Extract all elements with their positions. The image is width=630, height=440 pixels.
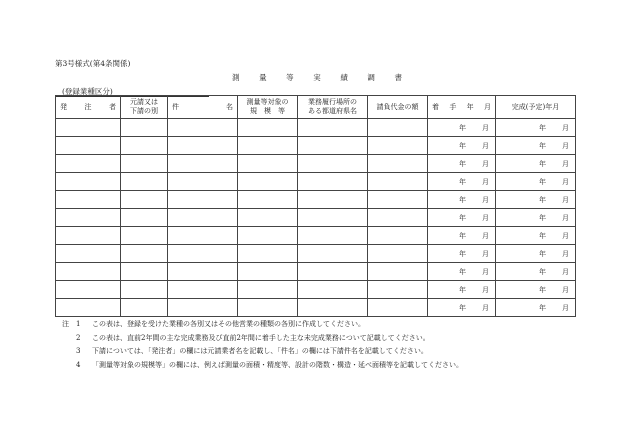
- header-survey-scale: [238, 96, 298, 119]
- year-label: 年: [539, 303, 546, 312]
- header-char: 月: [483, 102, 491, 111]
- cell-subcontract: [121, 209, 168, 227]
- table-row: [56, 173, 576, 191]
- cell-survey-scale: [238, 263, 298, 281]
- cell-completion: [496, 191, 576, 209]
- header-project-name: [168, 96, 238, 119]
- notes-lead-spacer: [62, 359, 76, 373]
- year-label: 年: [539, 195, 546, 204]
- header-char: 注: [84, 102, 92, 111]
- table-row: [56, 245, 576, 263]
- table-row: [56, 281, 576, 299]
- start-year-month: [428, 267, 495, 277]
- month-label: 月: [562, 303, 569, 312]
- month-label: 月: [562, 123, 569, 132]
- completion-year-month: [496, 285, 575, 295]
- cell-project-name: [168, 299, 238, 317]
- header-char: 件: [172, 102, 179, 111]
- cell-completion: [496, 209, 576, 227]
- year-label: 年: [539, 213, 546, 222]
- cell-contract-amount: [368, 191, 428, 209]
- header-row: [56, 96, 576, 119]
- note-text: 「測量等対象の規模等」の欄には、例えば測量の面積・精度等、設計の階数・構造・延べ面積等を記載してください。: [92, 360, 463, 369]
- cell-survey-scale: [238, 155, 298, 173]
- notes-lead: 注: [62, 320, 69, 328]
- title-char: 測: [232, 73, 240, 82]
- cell-survey-scale: [238, 137, 298, 155]
- start-year-month: [428, 195, 495, 205]
- title-char: 実: [313, 73, 321, 82]
- cell-completion: [496, 263, 576, 281]
- month-label: 月: [482, 285, 489, 294]
- cell-orderer: [56, 173, 121, 191]
- cell-location: [298, 119, 368, 137]
- cell-completion: [496, 299, 576, 317]
- start-year-month: [428, 141, 495, 151]
- start-year-month: [428, 159, 495, 169]
- cell-survey-scale: [238, 227, 298, 245]
- note-number: 3: [76, 347, 81, 355]
- header-line: 完成(予定)年月: [511, 102, 560, 111]
- cell-start: [428, 137, 496, 155]
- start-year-month: [428, 249, 495, 259]
- header-char: 手: [449, 102, 457, 111]
- rows-body: [56, 119, 576, 317]
- cell-location: [298, 209, 368, 227]
- cell-project-name: [168, 191, 238, 209]
- header-char: 発: [60, 102, 67, 111]
- month-label: 月: [562, 195, 569, 204]
- table-row: [56, 155, 576, 173]
- note-row: [62, 359, 463, 373]
- month-label: 月: [482, 123, 489, 132]
- cell-start: [428, 281, 496, 299]
- month-label: 月: [482, 141, 489, 150]
- cell-orderer: [56, 263, 121, 281]
- header-line: 元請又は: [130, 98, 158, 106]
- header-line: 業務履行場所の: [308, 98, 357, 106]
- cell-subcontract: [121, 155, 168, 173]
- cell-location: [298, 281, 368, 299]
- table-row: [56, 191, 576, 209]
- month-label: 月: [562, 141, 569, 150]
- year-label: 年: [539, 141, 546, 150]
- cell-subcontract: [121, 299, 168, 317]
- month-label: 月: [562, 213, 569, 222]
- year-label: 年: [459, 195, 466, 204]
- year-label: 年: [539, 285, 546, 294]
- cell-project-name: [168, 245, 238, 263]
- header-orderer: [56, 96, 121, 119]
- month-label: 月: [482, 195, 489, 204]
- cell-start: [428, 191, 496, 209]
- year-label: 年: [539, 231, 546, 240]
- cell-start: [428, 119, 496, 137]
- cell-location: [298, 191, 368, 209]
- month-label: 月: [562, 267, 569, 276]
- cell-contract-amount: [368, 227, 428, 245]
- cell-start: [428, 263, 496, 281]
- completion-year-month: [496, 303, 575, 313]
- cell-survey-scale: [238, 209, 298, 227]
- year-label: 年: [459, 213, 466, 222]
- cell-project-name: [168, 155, 238, 173]
- notes-lead-spacer: [62, 345, 76, 359]
- cell-start: [428, 155, 496, 173]
- cell-orderer: [56, 281, 121, 299]
- cell-location: [298, 299, 368, 317]
- cell-location: [298, 245, 368, 263]
- year-label: 年: [459, 249, 466, 258]
- table-row: [56, 227, 576, 245]
- table-row: [56, 209, 576, 227]
- header-start: [428, 96, 496, 119]
- cell-project-name: [168, 263, 238, 281]
- title-char: 績: [340, 73, 348, 82]
- header-char: 者: [109, 102, 116, 111]
- cell-project-name: [168, 173, 238, 191]
- cell-subcontract: [121, 245, 168, 263]
- cell-location: [298, 137, 368, 155]
- year-label: 年: [459, 123, 466, 132]
- form-id: 第3号様式(第4条関係): [55, 59, 131, 68]
- note-row: [62, 332, 463, 346]
- cell-contract-amount: [368, 299, 428, 317]
- cell-subcontract: [121, 173, 168, 191]
- table-row: [56, 119, 576, 137]
- completion-year-month: [496, 267, 575, 277]
- header-contract-amount: [368, 96, 428, 119]
- table-row: [56, 263, 576, 281]
- cell-survey-scale: [238, 299, 298, 317]
- cell-completion: [496, 173, 576, 191]
- title-char: 等: [286, 73, 294, 82]
- cell-completion: [496, 245, 576, 263]
- month-label: 月: [562, 249, 569, 258]
- title-char: 書: [394, 73, 402, 82]
- start-year-month: [428, 231, 495, 241]
- completion-year-month: [496, 123, 575, 133]
- cell-start: [428, 209, 496, 227]
- header-char: 名: [226, 102, 233, 111]
- year-label: 年: [539, 267, 546, 276]
- cell-project-name: [168, 281, 238, 299]
- cell-location: [298, 227, 368, 245]
- start-year-month: [428, 285, 495, 295]
- cell-completion: [496, 137, 576, 155]
- notes: [62, 318, 463, 372]
- year-label: 年: [539, 159, 546, 168]
- note-text: この表は、登録を受けた業種の各別又はその他営業の種類の各別に作成してください。: [92, 320, 365, 328]
- start-year-month: [428, 123, 495, 133]
- note-text: 下請については、「発注者」の欄には元請業者名を記載し、「件名」の欄には下請件名を記載してください。: [92, 347, 428, 355]
- cell-project-name: [168, 209, 238, 227]
- title-char: 量: [259, 73, 267, 82]
- cell-completion: [496, 227, 576, 245]
- completion-year-month: [496, 195, 575, 205]
- completion-year-month: [496, 213, 575, 223]
- year-label: 年: [459, 303, 466, 312]
- start-year-month: [428, 213, 495, 223]
- year-label: 年: [459, 177, 466, 186]
- month-label: 月: [562, 177, 569, 186]
- header-subcontract: [121, 96, 168, 119]
- cell-orderer: [56, 209, 121, 227]
- year-label: 年: [459, 159, 466, 168]
- cell-contract-amount: [368, 173, 428, 191]
- cell-start: [428, 173, 496, 191]
- completion-year-month: [496, 231, 575, 241]
- note-row: [62, 345, 463, 359]
- month-label: 月: [562, 285, 569, 294]
- cell-contract-amount: [368, 119, 428, 137]
- month-label: 月: [482, 231, 489, 240]
- cell-start: [428, 245, 496, 263]
- cell-survey-scale: [238, 173, 298, 191]
- cell-orderer: [56, 227, 121, 245]
- cell-orderer: [56, 137, 121, 155]
- cell-location: [298, 155, 368, 173]
- cell-orderer: [56, 299, 121, 317]
- month-label: 月: [482, 267, 489, 276]
- year-label: 年: [459, 285, 466, 294]
- table-row: [56, 137, 576, 155]
- header-char: 着: [432, 102, 439, 111]
- month-label: 月: [562, 231, 569, 240]
- start-year-month: [428, 177, 495, 187]
- cell-completion: [496, 155, 576, 173]
- table-row: [56, 299, 576, 317]
- year-label: 年: [459, 141, 466, 150]
- cell-survey-scale: [238, 191, 298, 209]
- year-label: 年: [539, 123, 546, 132]
- cell-start: [428, 299, 496, 317]
- header-line: 規 模 等: [250, 107, 285, 115]
- completion-year-month: [496, 249, 575, 259]
- cell-completion: [496, 119, 576, 137]
- year-label: 年: [459, 267, 466, 276]
- header-char: 年: [466, 102, 474, 111]
- header-line: 測量等対象の: [246, 98, 289, 106]
- cell-contract-amount: [368, 245, 428, 263]
- note-row: [62, 318, 463, 332]
- header-line: 請負代金の額: [376, 102, 419, 111]
- note-number: 1: [76, 320, 81, 328]
- header-line: 下請の別: [130, 107, 158, 115]
- cell-project-name: [168, 227, 238, 245]
- cell-contract-amount: [368, 209, 428, 227]
- header-line: ある都道府県名: [308, 107, 357, 115]
- cell-subcontract: [121, 227, 168, 245]
- year-label: 年: [459, 231, 466, 240]
- cell-orderer: [56, 191, 121, 209]
- header-location: [298, 96, 368, 119]
- document-title: [232, 72, 402, 83]
- month-label: 月: [562, 159, 569, 168]
- note-text: この表は、直前2年間の主な完成業務及び直前2年間に着手した主な未完成業務について記載してください。: [92, 333, 430, 342]
- month-label: 月: [482, 249, 489, 258]
- cell-start: [428, 227, 496, 245]
- cell-subcontract: [121, 137, 168, 155]
- month-label: 月: [482, 177, 489, 186]
- cell-orderer: [56, 155, 121, 173]
- cell-subcontract: [121, 191, 168, 209]
- cell-contract-amount: [368, 281, 428, 299]
- cell-survey-scale: [238, 119, 298, 137]
- title-char: 調: [367, 73, 375, 82]
- cell-project-name: [168, 119, 238, 137]
- cell-orderer: [56, 119, 121, 137]
- cell-orderer: [56, 245, 121, 263]
- cell-location: [298, 263, 368, 281]
- completion-year-month: [496, 141, 575, 151]
- records-table: [55, 95, 576, 317]
- cell-completion: [496, 281, 576, 299]
- note-number: 4: [76, 360, 81, 369]
- cell-contract-amount: [368, 155, 428, 173]
- note-number: 2: [76, 333, 81, 342]
- year-label: 年: [539, 177, 546, 186]
- completion-year-month: [496, 177, 575, 187]
- cell-contract-amount: [368, 137, 428, 155]
- cell-survey-scale: [238, 245, 298, 263]
- year-label: 年: [539, 249, 546, 258]
- completion-year-month: [496, 159, 575, 169]
- cell-subcontract: [121, 281, 168, 299]
- month-label: 月: [482, 159, 489, 168]
- cell-survey-scale: [238, 281, 298, 299]
- month-label: 月: [482, 303, 489, 312]
- start-year-month: [428, 303, 495, 313]
- cell-subcontract: [121, 119, 168, 137]
- cell-project-name: [168, 137, 238, 155]
- cell-location: [298, 173, 368, 191]
- cell-subcontract: [121, 263, 168, 281]
- category-label: (登録業種区分): [62, 87, 113, 96]
- notes-lead-spacer: [62, 332, 76, 346]
- header-completion: [496, 96, 576, 119]
- cell-contract-amount: [368, 263, 428, 281]
- month-label: 月: [482, 213, 489, 222]
